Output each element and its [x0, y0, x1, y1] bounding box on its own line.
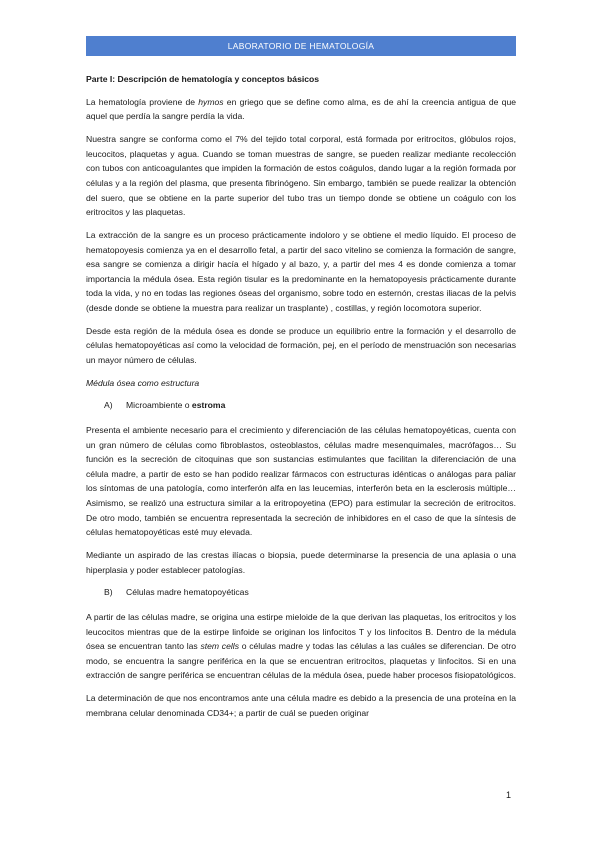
paragraph-1-start: La hematología proviene de	[86, 96, 199, 107]
header-title: LABORATORIO DE HEMATOLOGÍA	[227, 41, 375, 51]
paragraph-1-term: hymos	[198, 96, 224, 107]
paragraph-4: Desde esta región de la médula ósea es donde se produce un equilibrio entre la formación y el desarrollo de células hematopoyéticas así como la velocidad de formación, pej, en el período de menstruación son necesarias un mayor número de células.	[86, 325, 516, 365]
list-marker-a: A)	[104, 400, 113, 411]
paragraph-7-start: A partir de las células madre, se origina una estirpe mieloide de la que derivan las plaquetas, los eritrocitos y los leucocitos mientras que de la estirpe linfoide se originan los linfocitos T y los linfocitos B. Dentro de la médula ósea se encuentran tanto las	[86, 611, 516, 652]
list-marker-b: B)	[104, 587, 113, 598]
document-body	[86, 72, 516, 728]
paragraph-5: Presenta el ambiente necesario para el crecimiento y diferenciación de las células hematopoyéticas, cuenta con un gran número de células como fibroblastos, osteoblastos, células madre mesenquimales, macrófagos… Su función es la secreción de citoquinas que son sustancias estimulantes que facilitan la diferenciación de una célula madre, a partir de esto se han podido realizar fármacos con estructuras idénticas o análogas para paliar los síntomas de una patología, como interferón alfa en las leucemias, interferón beta en la esclerosis múltiple… Asimismo, se realizó una estructura similar a la eritropoyetina (EPO) para estimular la secreción de eritrocitos. De otro modo, también se encuentra representada la secreción de inhibidores en el caso de que la síntesis de células hematopoyéticas esté muy elevada.	[86, 425, 516, 538]
paragraph-2: Nuestra sangre se conforma como el 7% del tejido total corporal, está formada por eritrocitos, glóbulos rojos, leucocitos, plaquetas y agua. Cuando se toman muestras de sangre, se pueden realizar mediante recolección con tubos con anticoagulantes que impiden la formación de estos coágulos, dando lugar a la región formada por células y a la región del plasma, que presenta fibrinógeno. Sin embargo, también se puede realizar la obtención del suero, que se obtiene en la parte superior del tubo tras un tiempo donde se obtiene un coágulo con los eritrocitos y las plaquetas.	[86, 134, 516, 218]
paragraph-3: La extracción de la sangre es un proceso prácticamente indoloro y se obtiene el medio líquido. El proceso de hematopoyesis comienza ya en el desarrollo fetal, a partir del saco vitelino se comienza la formación de sangre, esa sangre se comienza a dirigir hacía el hígado y al bazo, y, a partir del mes 4 es donde comienza a tomar importancia la médula ósea. Esta región tisular es la predominante en la hematopoyesis prácticamente durante toda la vida, y no en todas las regiones óseas del organismo, sobre todo en esternón, crestas iliacas de la pelvis (desde donde se obtiene la muestra para realizar un trasplante) , costillas, y región locomotora superior.	[86, 229, 516, 313]
subheading-medula-osea: Médula ósea como estructura	[86, 377, 200, 388]
paragraph-6: Mediante un aspirado de las crestas ilíacas o biopsia, puede determinarse la presencia de una aplasia o una hiperplasia y poder establecer patologías.	[86, 549, 516, 575]
list-item-a-label: Microambiente o	[126, 400, 192, 411]
list-item-a	[86, 398, 516, 413]
section-title: Parte I: Descripción de hematología y conceptos básicos	[86, 74, 320, 84]
paragraph-1	[86, 95, 516, 124]
list-item-b-label: Células madre hematopoyéticas	[126, 587, 249, 598]
paragraph-7	[86, 610, 516, 683]
page-number: 1	[506, 790, 512, 800]
list-item-a-bold: estroma	[191, 400, 226, 411]
document-header	[86, 36, 516, 56]
paragraph-7-term: stem cells	[200, 641, 239, 652]
paragraph-8: La determinación de que nos encontramos ante una célula madre es debido a la presencia de una proteína en la membrana celular denominada CD34+; a partir de cuál se pueden originar	[86, 693, 516, 718]
list-item-a-text	[126, 398, 225, 413]
paragraph-1-end: en griego que se define como alma, es de ahí la creencia antigua de que aquel que perdía la sangre perdía la vida.	[86, 96, 517, 122]
paragraph-7-end: o células madre y todas las células a las cuáles se diferencian. De otro modo, se encuentra la sangre periférica en la que se encuentran eritrocitos, plaquetas y linfocitos. Si en una extracción de sangre periférica se encuentran células de la médula ósea, puede haber procesos fisiopatológicos.	[86, 641, 517, 681]
list-item-b	[86, 585, 516, 600]
